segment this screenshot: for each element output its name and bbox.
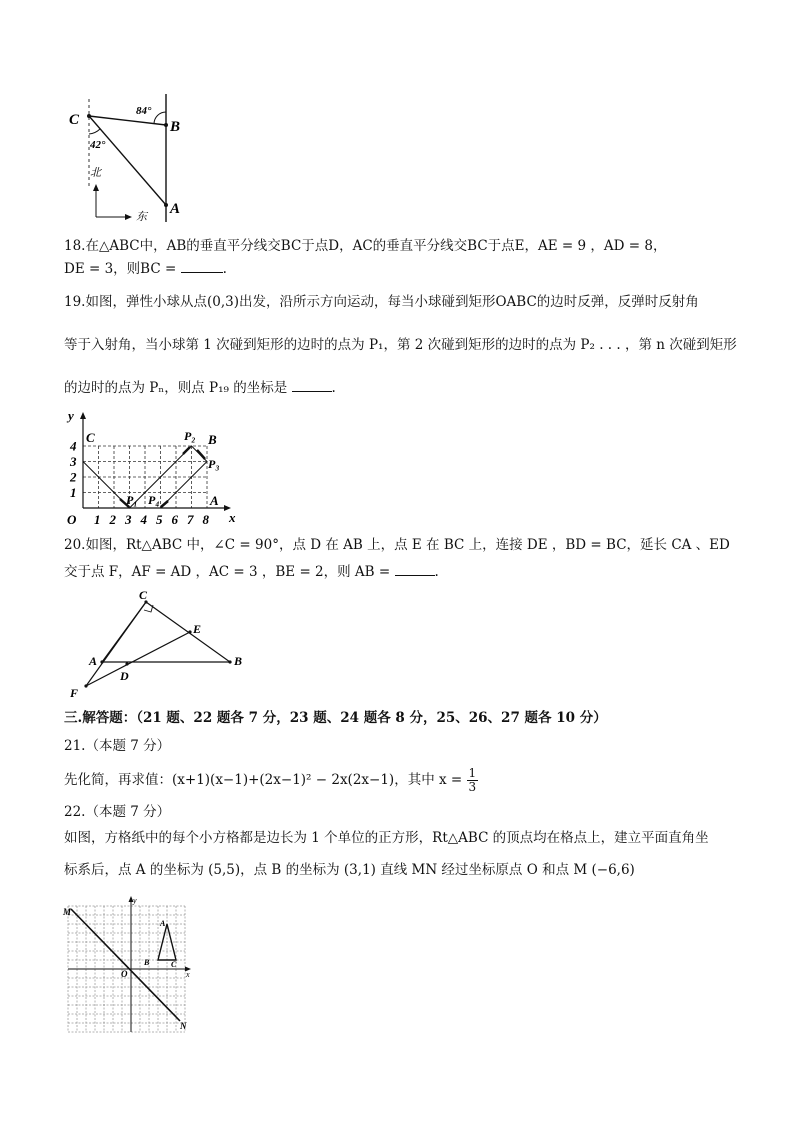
point-label-A: A	[89, 654, 98, 668]
question-22-line-2: 标系后，点 A 的坐标为 (5,5)，点 B 的坐标为 (3,1) 直线 MN 经过坐标原点 O 和点 M (−6,6)	[64, 862, 635, 878]
question-20-line-1: 20.如图，Rt△ABC 中，∠C = 90°，点 D 在 AB 上，点 E 在 BC 上，连接 DE ，BD = BC，延长 CA 、ED	[64, 537, 730, 553]
x-tick-4: 4	[140, 512, 147, 527]
y-tick-4: 4	[70, 438, 77, 454]
fraction-one-third	[467, 767, 479, 794]
question-21-expression: 先化简，再求值：(x+1)(x−1)+(2x−1)² − 2x(2x−1)，其中 x =	[64, 772, 463, 788]
origin-label: O	[121, 969, 128, 979]
point-label-P4: P₄	[148, 493, 160, 507]
x-tick-5: 5	[156, 512, 163, 527]
origin-label: O	[67, 512, 77, 527]
point-label-C: C	[69, 112, 80, 128]
question-19-text: 的边时的点为 Pₙ，则点 P₁₉ 的坐标是	[64, 380, 288, 396]
y-tick-2: 2	[70, 469, 77, 485]
point-label-C: C	[139, 588, 148, 602]
point-label-E: E	[193, 622, 202, 636]
figure-bounce-grid	[62, 404, 252, 530]
axis-x-label: x	[229, 510, 236, 525]
question-18-line-1: 18.在△ABC中，AB的垂直平分线交BC于点D，AC的垂直平分线交BC于点E，AE = 9 ，AD = 8，	[64, 238, 667, 254]
x-tick-8: 8	[202, 512, 209, 527]
point-label-D: D	[120, 669, 129, 683]
point-label-P1: P₁	[126, 493, 138, 507]
question-22-heading: 22.（本题 7 分）	[64, 804, 171, 820]
figure-coordinate-grid	[62, 893, 202, 1035]
x-tick-6: 6	[171, 512, 178, 527]
x-tick-7: 7	[187, 512, 194, 527]
period: .	[331, 380, 336, 396]
question-19-line-3	[64, 377, 336, 398]
answer-blank	[181, 258, 223, 273]
question-22-line-1: 如图，方格纸中的每个小方格都是边长为 1 个单位的正方形，Rt△ABC 的顶点均在格点上，建立平面直角坐	[64, 830, 709, 846]
point-label-B: B	[208, 432, 217, 447]
section-3-heading: 三.解答题：（21 题、22 题各 7 分，23 题、24 题各 8 分，25、26、27 题各 10 分）	[64, 710, 607, 726]
point-label-B: B	[234, 654, 243, 668]
question-21-heading: 21.（本题 7 分）	[64, 738, 171, 754]
point-label-B: B	[144, 958, 150, 967]
fraction-numerator: 1	[468, 766, 477, 780]
answer-blank	[395, 561, 435, 576]
x-tick-2: 2	[109, 512, 116, 527]
figure-right-triangle	[64, 586, 254, 702]
point-label-N: N	[180, 1021, 187, 1031]
axis-y-label: y	[68, 408, 74, 423]
point-label-P2: P₂	[184, 429, 196, 443]
axis-y-label: y	[133, 896, 137, 905]
question-21-body	[64, 766, 478, 794]
point-label-A: A	[170, 201, 181, 217]
question-19-line-1: 19.如图，弹性小球从点(0,3)出发，沿所示方向运动，每当小球碰到矩形OABC的边时反弹，反弹时反射角	[64, 294, 699, 310]
north-label: 北	[90, 167, 101, 179]
x-tick-1: 1	[94, 512, 101, 527]
fraction-denominator: 3	[468, 780, 477, 794]
point-label-B: B	[170, 119, 181, 135]
point-label-C: C	[171, 960, 177, 969]
axis-x-label: x	[186, 970, 190, 979]
question-18-text: DE = 3，则BC =	[64, 261, 177, 277]
point-label-M: M	[63, 907, 72, 917]
point-label-C: C	[86, 430, 95, 445]
answer-blank	[292, 377, 332, 392]
point-label-A: A	[210, 493, 219, 508]
y-tick-3: 3	[70, 454, 77, 469]
angle-label-42: 42°	[90, 139, 106, 151]
angle-label-84: 84°	[136, 105, 152, 117]
point-label-P3: P₃	[208, 457, 220, 471]
x-tick-3: 3	[125, 512, 132, 527]
question-19-line-2: 等于入射角，当小球第 1 次碰到矩形的边时的点为 P₁，第 2 次碰到矩形的边时的点为 P₂ . . . ，第 n 次碰到矩形	[64, 337, 737, 353]
point-label-F: F	[70, 686, 79, 700]
question-20-line-2	[64, 561, 439, 582]
y-tick-1: 1	[70, 485, 77, 500]
question-20-text: 交于点 F，AF = AD ，AC = 3 ，BE = 2，则 AB =	[64, 564, 391, 580]
question-18-line-2	[64, 258, 227, 279]
east-label: 东	[136, 211, 147, 223]
period: .	[222, 261, 227, 277]
point-label-A: A	[160, 919, 166, 928]
period: .	[434, 564, 439, 580]
figure-bearing-diagram	[62, 92, 202, 227]
